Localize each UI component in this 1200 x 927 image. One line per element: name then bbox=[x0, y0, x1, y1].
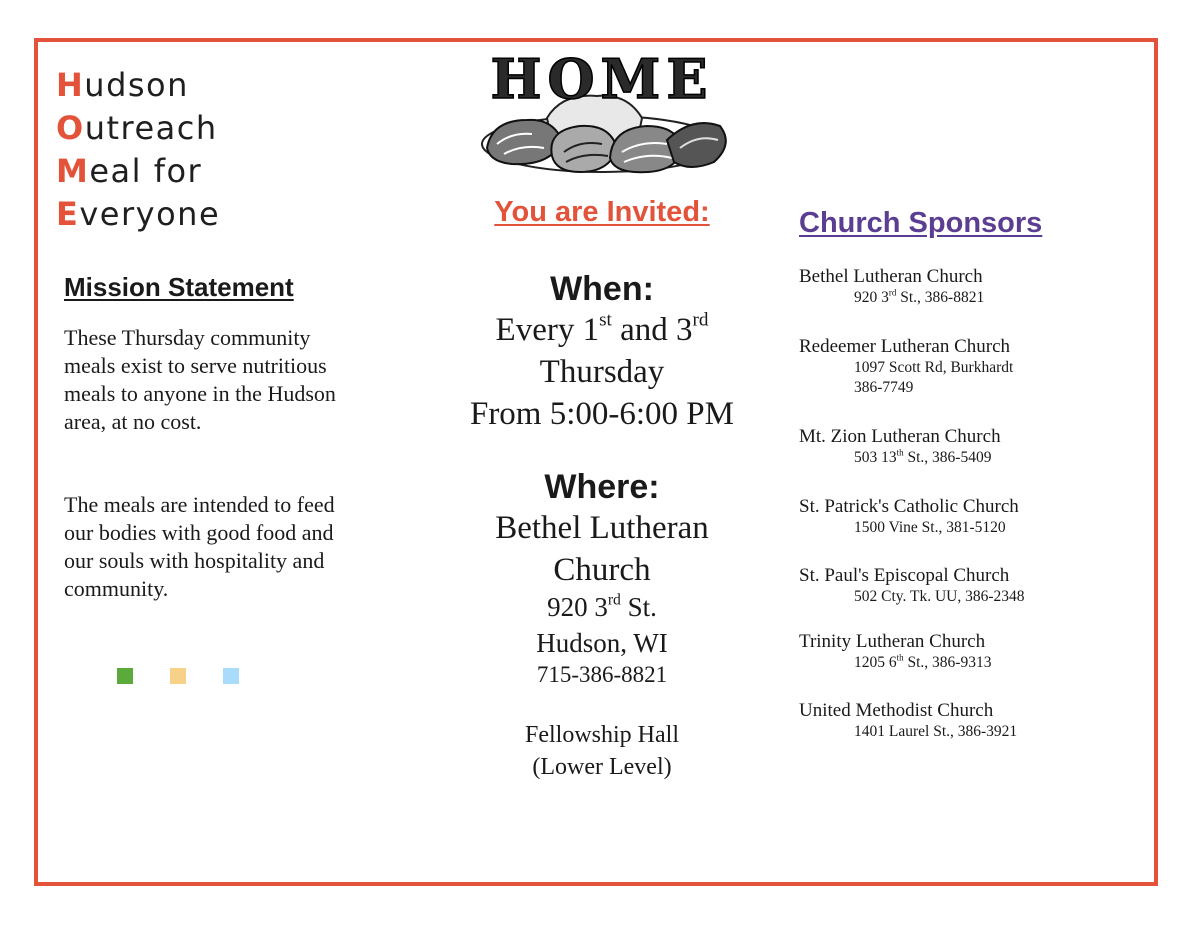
sponsor-item bbox=[799, 700, 1129, 742]
sponsor-address: 1205 6th St., 386-9313 bbox=[854, 652, 992, 671]
sponsor-item bbox=[799, 496, 1129, 538]
where-city: Hudson, WI bbox=[536, 628, 668, 658]
sponsor-item bbox=[799, 565, 1129, 607]
sponsor-name: Trinity Lutheran Church bbox=[799, 631, 986, 652]
mission-paragraph-2: The meals are intended to feed our bodies with good food and our souls with hospitality and community. bbox=[64, 492, 335, 601]
acronym-line-h: Hudson bbox=[56, 66, 189, 104]
when-days: Every 1st and 3rd bbox=[495, 309, 709, 348]
acronym-line-m: Meal for bbox=[56, 152, 203, 190]
sponsor-address: 1500 Vine St., 381-5120 bbox=[854, 519, 1006, 536]
when-time: From 5:00-6:00 PM bbox=[469, 396, 735, 432]
where-phone: 715-386-8821 bbox=[536, 662, 668, 687]
where-venue-line1: Bethel Lutheran bbox=[495, 510, 709, 546]
acronym-line-o: Outreach bbox=[56, 109, 218, 147]
when-label: When: bbox=[550, 270, 654, 308]
where-label: Where: bbox=[544, 468, 660, 506]
sponsor-address: 502 Cty. Tk. UU, 386-2348 bbox=[854, 588, 1025, 605]
sponsor-name: Redeemer Lutheran Church bbox=[799, 336, 1011, 357]
sponsor-name: Bethel Lutheran Church bbox=[799, 266, 983, 287]
sponsor-name: United Methodist Church bbox=[799, 700, 994, 721]
sponsor-name: St. Paul's Episcopal Church bbox=[799, 565, 1010, 586]
where-street: 920 3rd St. bbox=[547, 591, 657, 622]
sponsor-address: 503 13th St., 386-5409 bbox=[854, 447, 992, 466]
when-weekday: Thursday bbox=[539, 354, 665, 390]
sponsor-address: 1401 Laurel St., 386-3921 bbox=[854, 723, 1018, 740]
acronym-line-e: Everyone bbox=[56, 195, 221, 233]
green-swatch bbox=[117, 668, 133, 684]
sponsor-item bbox=[799, 631, 1129, 673]
sponsor-phone: 386-7749 bbox=[854, 379, 914, 396]
logo-text: HOME bbox=[490, 48, 714, 111]
where-hall: Fellowship Hall bbox=[525, 722, 679, 748]
home-acronym bbox=[56, 64, 220, 236]
sponsor-item bbox=[799, 266, 1129, 308]
mission-title: Mission Statement bbox=[64, 272, 294, 302]
sponsor-item bbox=[799, 426, 1129, 468]
sponsor-address: 1097 Scott Rd, Burkhardt bbox=[854, 359, 1014, 376]
sponsor-item bbox=[799, 336, 1129, 398]
where-venue-line2: Church bbox=[553, 552, 651, 588]
home-bread-logo bbox=[452, 48, 752, 178]
yellow-swatch bbox=[170, 668, 186, 684]
sponsor-name: St. Patrick's Catholic Church bbox=[799, 496, 1019, 517]
where-level: (Lower Level) bbox=[532, 754, 672, 780]
blue-swatch bbox=[223, 668, 239, 684]
sponsor-name: Mt. Zion Lutheran Church bbox=[799, 426, 1001, 447]
sponsor-address: 920 3rd St., 386-8821 bbox=[854, 287, 985, 306]
invited-heading: You are Invited: bbox=[494, 196, 710, 228]
sponsors-title: Church Sponsors bbox=[799, 207, 1043, 239]
mission-paragraph-1: These Thursday community meals exist to serve nutritious meals to anyone in the Hudson area, at no cost. bbox=[64, 325, 336, 434]
